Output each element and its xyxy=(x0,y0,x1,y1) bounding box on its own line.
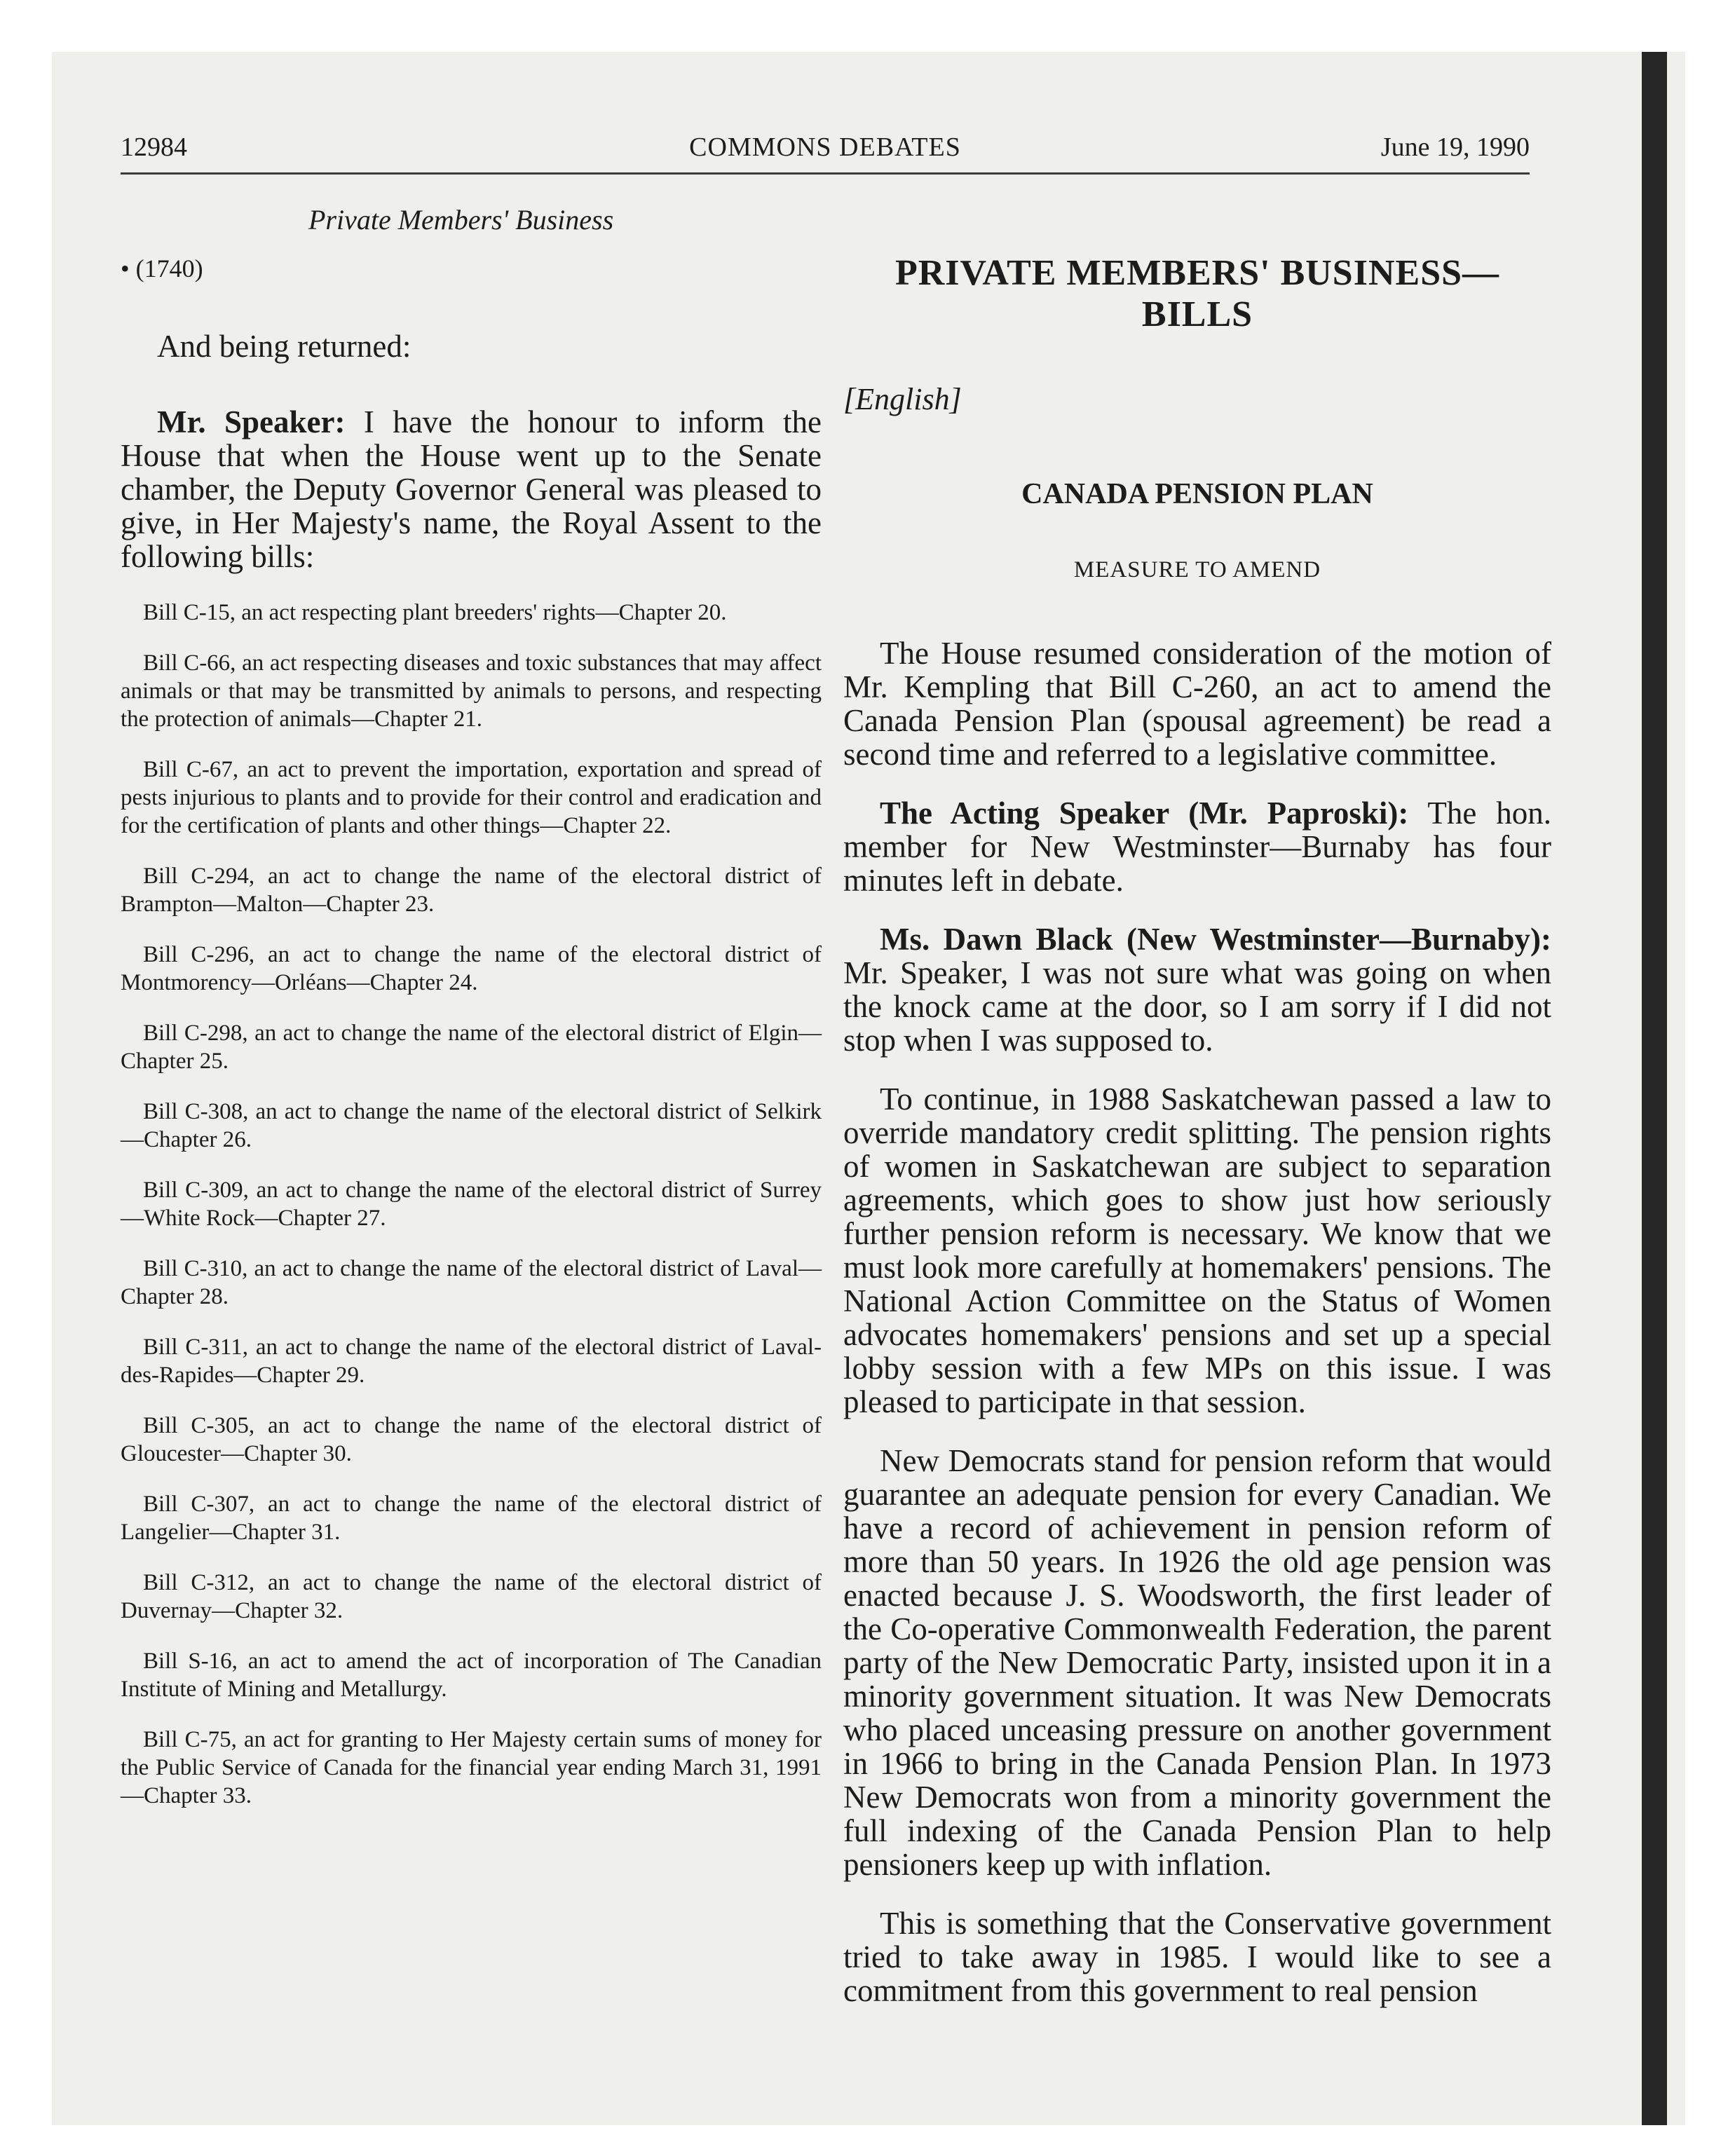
section-title: PRIVATE MEMBERS' BUSINESS—BILLS xyxy=(894,253,1500,334)
book-spine-shadow xyxy=(1642,52,1667,2125)
publication-date: June 19, 1990 xyxy=(1380,132,1530,162)
speaker-text: I have the honour to inform the House that when the House went up to the Senate chamber, the Deputy Governor General was pleased to give, in Her Majesty's name, the Royal Assent to the following bills: xyxy=(121,404,822,574)
publication-title: COMMONS DEBATES xyxy=(689,132,961,162)
speaker-name: The Acting Speaker (Mr. Paproski): xyxy=(880,796,1409,831)
subject-subheading: MEASURE TO AMEND xyxy=(1073,557,1321,582)
speech-paragraph: New Democrats stand for pension reform that would guarantee an adequate pension for every Canadian. We have a record of achievement in pension reform of more than 50 years. In 1926 the old age pension was enacted because J. S. Woodsworth, the first leader of the Co-operative Commonwealth Federation, the parent party of the New Democratic Party, insisted upon it in a minority government situation. It was New Democrats who placed unceasing pressure on another government in 1966 to bring in the Canada Pension Plan. In 1973 New Democrats won from a minority government the full indexing of the Canada Pension Plan to help pensioners keep up with inflation. xyxy=(843,1443,1551,1882)
bill-item: Bill C-296, an act to change the name of the electoral district of Montmorency—Orléans—Chapter 24. xyxy=(121,942,822,995)
time-marker: • (1740) xyxy=(121,254,203,282)
page-header xyxy=(121,126,1530,175)
subject-heading: CANADA PENSION PLAN xyxy=(1021,478,1373,510)
bill-item: Bill C-67, an act to prevent the importation, exportation and spread of pests injurious to plants and to provide for their control and eradication and for the certification of plants and other things—Chapter 22. xyxy=(121,757,822,838)
running-head: Private Members' Business xyxy=(308,204,614,236)
left-column xyxy=(121,329,822,1832)
bill-item: Bill C-310, an act to change the name of the electoral district of Laval—Chapter 28. xyxy=(121,1256,822,1309)
bill-item: Bill C-75, an act for granting to Her Majesty certain sums of money for the Public Service of Canada for the financial year ending March 31, 1991—Chapter 33. xyxy=(121,1727,822,1808)
speech-paragraph: This is something that the Conservative government tried to take away in 1985. I would like to see a commitment from this government to real pension xyxy=(843,1906,1551,2008)
intro-line: And being returned: xyxy=(157,329,411,364)
speaker-text: Mr. Speaker, I was not sure what was going on when the knock came at the door, so I am sorry if I did not stop when I was supposed to. xyxy=(843,955,1551,1058)
bill-item: Bill C-309, an act to change the name of the electoral district of Surrey—White Rock—Chapter 27. xyxy=(121,1178,822,1231)
bill-item: Bill C-312, an act to change the name of the electoral district of Duvernay—Chapter 32. xyxy=(121,1570,822,1623)
bill-item: Bill S-16, an act to amend the act of incorporation of The Canadian Institute of Mining and Metallurgy. xyxy=(121,1649,822,1702)
bill-item: Bill C-15, an act respecting plant breeders' rights—Chapter 20. xyxy=(143,600,727,625)
bill-item: Bill C-307, an act to change the name of the electoral district of Langelier—Chapter 31. xyxy=(121,1492,822,1545)
right-column xyxy=(843,252,1551,2033)
bill-item: Bill C-308, an act to change the name of the electoral district of Selkirk—Chapter 26. xyxy=(121,1099,822,1152)
page-number: 12984 xyxy=(121,132,187,162)
member-speech-paragraph xyxy=(843,922,1551,1057)
bill-list xyxy=(121,599,822,1810)
motion-paragraph: The House resumed consideration of the motion of Mr. Kempling that Bill C-260, an act to amend the Canada Pension Plan (spousal agreement) be read a second time and referred to a legislative committee. xyxy=(843,636,1551,772)
bill-item: Bill C-66, an act respecting diseases and toxic substances that may affect animals or that may be transmitted by animals to persons, and respecting the protection of animals—Chapter 21. xyxy=(121,650,822,732)
acting-speaker-paragraph xyxy=(843,796,1551,897)
speaker-name: Mr. Speaker: xyxy=(157,404,346,439)
speaker-paragraph xyxy=(121,405,822,573)
bill-item: Bill C-294, an act to change the name of the electoral district of Brampton—Malton—Chapter 23. xyxy=(121,864,822,917)
bill-item: Bill C-305, an act to change the name of the electoral district of Gloucester—Chapter 30. xyxy=(121,1413,822,1466)
speaker-text: The hon. member for New Westminster—Burnaby has four minutes left in debate. xyxy=(843,796,1551,898)
bill-item: Bill C-311, an act to change the name of the electoral district of Laval-des-Rapides—Chapter 29. xyxy=(121,1335,822,1388)
language-marker: [English] xyxy=(843,382,962,416)
bill-item: Bill C-298, an act to change the name of the electoral district of Elgin—Chapter 25. xyxy=(121,1021,822,1074)
speech-paragraph: To continue, in 1988 Saskatchewan passed a law to override mandatory credit splitting. The pension rights of women in Saskatchewan are subject to separation agreements, which goes to show just how seriously further pension reform is necessary. We know that we must look more carefully at homemakers' pensions. The National Action Committee on the Status of Women advocates homemakers' pensions and set up a special lobby session with a few MPs on this issue. I was pleased to participate in that session. xyxy=(843,1082,1551,1419)
speaker-name: Ms. Dawn Black (New Westminster—Burnaby): xyxy=(880,922,1551,957)
